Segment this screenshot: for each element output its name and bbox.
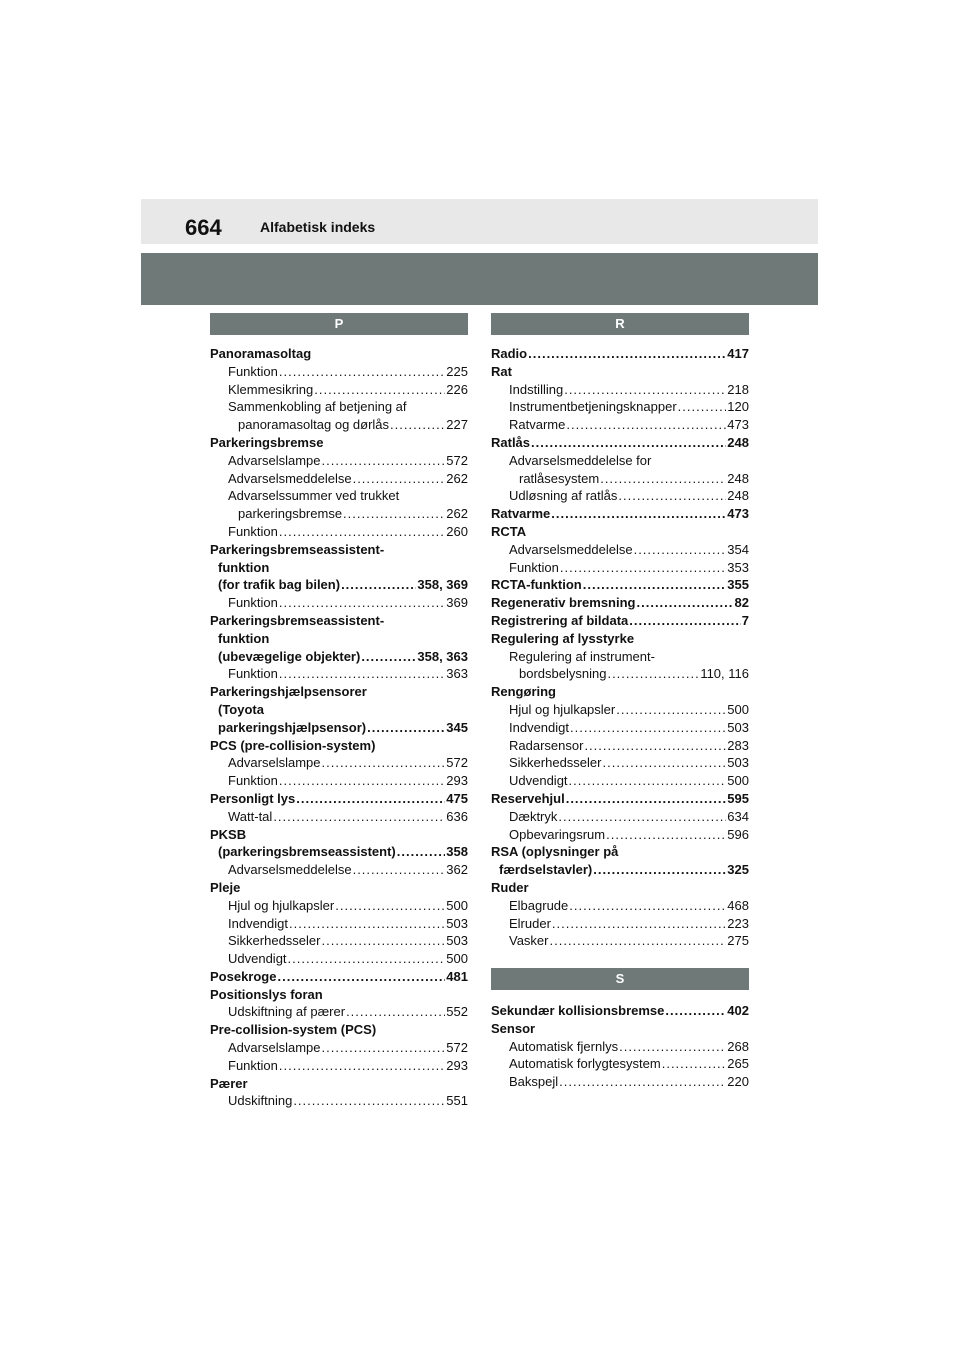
index-entry-term: Sensor (491, 1020, 536, 1036)
leader-dots (289, 915, 445, 933)
leader-dots (629, 612, 741, 630)
index-entry-page: 225 (446, 363, 468, 379)
index-entry-page: 293 (446, 773, 468, 789)
leader-dots (288, 950, 446, 968)
leader-dots (528, 345, 726, 363)
leader-dots (551, 505, 726, 523)
index-entry-term: Automatisk fjernlys (509, 1038, 619, 1054)
index-entry-page: 481 (446, 968, 468, 984)
index-entry-term: Hjul og hjulkapsler (228, 897, 335, 913)
index-entry-term: Advarselsmeddelelse for (509, 452, 652, 468)
index-entry (491, 398, 749, 416)
index-entry (491, 1038, 749, 1056)
index-entry (210, 772, 468, 790)
leader-dots (279, 363, 445, 381)
index-entry-page: 402 (727, 1003, 749, 1019)
index-entry (491, 701, 749, 719)
index-entry-term: Regenerativ bremsning (491, 595, 636, 611)
index-entry-term: Sekundær kollisionsbremse (491, 1003, 665, 1019)
index-entry-page: 293 (446, 1057, 468, 1073)
leader-dots (603, 754, 727, 772)
index-entry (491, 879, 749, 897)
index-entry-term: panoramasoltag og dørlås (238, 417, 390, 433)
index-entry-term: Elruder (509, 915, 551, 931)
index-entry-term: Radio (491, 346, 528, 361)
index-entry (210, 932, 468, 950)
leader-dots (277, 968, 445, 986)
leader-dots (353, 470, 446, 488)
index-entry-term: Ratvarme (491, 506, 551, 522)
index-entry (210, 345, 468, 363)
index-entry-page: 223 (727, 915, 749, 931)
index-entry-term: Parkeringsbremseassistent- (210, 541, 385, 557)
index-entry (210, 719, 468, 737)
index-entry-page: 110, 116 (700, 666, 749, 682)
page-header (141, 199, 818, 244)
leader-dots (296, 790, 445, 808)
index-entry-term: Advarselslampe (228, 452, 321, 468)
index-entry-term: Positionslys foran (210, 986, 323, 1002)
leader-dots (559, 1073, 726, 1091)
index-entry-term: PKSB (210, 826, 247, 842)
index-entry (491, 1055, 749, 1073)
index-entry-term: Advarselsmeddelelse (509, 541, 633, 557)
index-entry-page: 500 (727, 773, 749, 789)
index-entry-term: Advarselsmeddelelse (228, 862, 352, 878)
index-entry-page: 500 (727, 701, 749, 717)
index-entry-term: Udløsning af ratlås (509, 488, 618, 504)
index-entry (491, 932, 749, 950)
leader-dots (322, 932, 446, 950)
index-entry-term: Panoramasoltag (210, 346, 312, 361)
index-entry (491, 630, 749, 648)
index-entry-term: funktion (218, 559, 270, 575)
leader-dots (273, 808, 445, 826)
index-entry-page: 572 (446, 1040, 468, 1056)
index-entry-term: PCS (pre-collision-system) (210, 737, 376, 753)
index-entry (210, 594, 468, 612)
leader-dots (583, 576, 727, 594)
leader-dots (619, 1038, 726, 1056)
index-entry (210, 826, 468, 844)
index-entry-page: 355 (727, 577, 749, 593)
index-entry-page: 503 (446, 933, 468, 949)
index-entry-page: 248 (727, 470, 749, 486)
index-entry-term: Parkeringshjælpsensorer (210, 684, 367, 700)
index-entry-term: Pre-collision-system (PCS) (210, 1022, 377, 1038)
leader-dots (600, 470, 726, 488)
index-entry-term: Indvendigt (509, 719, 569, 735)
index-entry (210, 612, 468, 630)
index-entry-term: Bakspejl (509, 1074, 559, 1090)
index-entry (210, 559, 468, 577)
index-entry-term: Advarselslampe (228, 755, 321, 771)
index-entry-term: Indvendigt (228, 915, 288, 931)
page-number: 664 (185, 215, 222, 240)
index-entry-term: RCTA (491, 523, 527, 539)
index-entry (491, 648, 749, 666)
index-entry-page: 345 (446, 719, 468, 735)
index-entry (491, 1020, 749, 1038)
leader-dots (322, 754, 446, 772)
index-entry-term: Funktion (509, 559, 559, 575)
index-entry-term: Ratlås (491, 434, 531, 450)
index-entry (491, 719, 749, 737)
index-entry (210, 897, 468, 915)
index-entry-term: Opbevaringsrum (509, 826, 606, 842)
index-entry-page: 595 (727, 790, 749, 806)
index-entry (210, 1092, 468, 1110)
leader-dots (353, 861, 446, 879)
index-entry-term: Funktion (228, 595, 278, 611)
index-entry (210, 915, 468, 933)
leader-dots (550, 932, 727, 950)
index-entry (210, 630, 468, 648)
index-entry-term: Udvendigt (509, 773, 568, 789)
index-entry-page: 275 (727, 933, 749, 949)
index-entry (491, 576, 749, 594)
index-entry (491, 772, 749, 790)
index-entry (491, 790, 749, 808)
index-entry (210, 452, 468, 470)
index-entry (491, 594, 749, 612)
index-entry-term: Posekroge (210, 968, 277, 984)
index-entry (210, 648, 468, 666)
letter-heading-s: S (491, 968, 749, 990)
index-entry-page: 262 (446, 470, 468, 486)
index-entry-term: Funktion (228, 523, 278, 539)
leader-dots (341, 576, 416, 594)
index-entry-term: Regulering af lysstyrke (491, 630, 635, 646)
leader-dots (616, 701, 726, 719)
index-entry (210, 737, 468, 755)
index-entry-page: 325 (727, 862, 749, 878)
index-entry-term: Udskiftning af pærer (228, 1004, 346, 1020)
index-entry (491, 345, 749, 363)
index-entry (210, 879, 468, 897)
index-entry-term: Reservehjul (491, 790, 565, 806)
index-entry-term: ratlåsesystem (519, 470, 600, 486)
index-entry (210, 363, 468, 381)
index-entry-term: Parkeringsbremse (210, 434, 324, 450)
index-entry (210, 487, 468, 505)
leader-dots (584, 737, 726, 755)
leader-dots (552, 915, 726, 933)
index-entry (210, 1057, 468, 1075)
index-entry (491, 1002, 749, 1020)
index-entry-page: 503 (727, 755, 749, 771)
index-entry-page: 417 (727, 346, 749, 361)
index-entry-term: Parkeringsbremseassistent- (210, 612, 385, 628)
index-entry-term: Sammenkobling af betjening af (228, 399, 407, 415)
index-entry-page: 362 (446, 862, 468, 878)
index-entry-term: Funktion (228, 773, 278, 789)
index-entry-page: 503 (446, 915, 468, 931)
index-entry (210, 790, 468, 808)
index-entry-term: funktion (218, 630, 270, 646)
index-entry-page: 260 (446, 523, 468, 539)
index-entry-page: 475 (446, 790, 468, 806)
leader-dots (343, 505, 445, 523)
index-entry (491, 808, 749, 826)
index-entry (210, 1021, 468, 1039)
index-entry (491, 541, 749, 559)
index-entry (491, 505, 749, 523)
index-entry-term: (for trafik bag bilen) (218, 577, 341, 593)
index-entry-page: 248 (727, 488, 749, 504)
index-entries-p (210, 345, 468, 1110)
index-entry-page: 353 (727, 559, 749, 575)
index-entry (491, 559, 749, 577)
leader-dots (361, 648, 416, 666)
index-entry-term: Pærer (210, 1075, 248, 1091)
index-entry-page: 473 (727, 506, 749, 522)
leader-dots (606, 826, 726, 844)
index-entry (210, 665, 468, 683)
index-entry-term: Sikkerhedsseler (509, 755, 602, 771)
leader-dots (335, 897, 445, 915)
index-entry-page: 248 (727, 434, 749, 450)
index-entry (210, 1039, 468, 1057)
index-entry-term: Advarselsmeddelelse (228, 470, 352, 486)
index-entry (210, 381, 468, 399)
index-entry-page: 468 (727, 897, 749, 913)
index-entry-term: Hjul og hjulkapsler (509, 701, 616, 717)
index-entry (491, 381, 749, 399)
index-entry-page: 369 (446, 595, 468, 611)
index-entry-term: Pleje (210, 879, 241, 895)
index-entry-page: 636 (446, 808, 468, 824)
leader-dots (322, 452, 446, 470)
index-entry-term: Personligt lys (210, 790, 296, 806)
index-entry (210, 416, 468, 434)
index-entry-term: Dæktryk (509, 808, 558, 824)
letter-heading-r: R (491, 313, 749, 335)
index-entry-term: Funktion (228, 666, 278, 682)
index-entry-term: Instrumentbetjeningsknapper (509, 399, 677, 415)
index-entry-term: Elbagrude (509, 897, 569, 913)
index-entry (210, 434, 468, 452)
index-entry (491, 1073, 749, 1091)
index-entry-page: 283 (727, 737, 749, 753)
index-entry-term: Rat (491, 363, 512, 379)
index-entry-term: Automatisk forlygtesystem (509, 1056, 661, 1072)
leader-dots (570, 719, 726, 737)
leader-dots (634, 541, 727, 559)
letter-heading-p: P (210, 313, 468, 335)
index-entry-term: Klemmesikring (228, 381, 314, 397)
leader-dots (564, 381, 726, 399)
index-entry-term: Registrering af bildata (491, 612, 629, 628)
leader-dots (665, 1002, 726, 1020)
index-entry-term: bordsbelysning (519, 666, 607, 682)
leader-dots (607, 665, 699, 683)
index-entry (210, 683, 468, 701)
index-entry-term: RCTA-funktion (491, 577, 582, 593)
index-entry-page: 358, 369 (417, 577, 468, 593)
index-entry-term: (parkeringsbremseassistent) (218, 844, 396, 860)
index-entry-page: 226 (446, 381, 468, 397)
index-entry (210, 808, 468, 826)
index-entry-term: færdselstavler) (499, 862, 593, 878)
index-entry-term: Watt-tal (228, 808, 273, 824)
index-entry (491, 470, 749, 488)
index-entry-page: 218 (727, 381, 749, 397)
index-entry-term: (Toyota (218, 701, 264, 717)
leader-dots (322, 1039, 446, 1057)
leader-dots (662, 1055, 727, 1073)
index-entry-term: Funktion (228, 363, 278, 379)
index-entry (210, 986, 468, 1004)
leader-dots (593, 861, 726, 879)
index-entry (491, 683, 749, 701)
index-entry-term: Sikkerhedsseler (228, 933, 321, 949)
index-entry-page: 227 (446, 417, 468, 433)
leader-dots (678, 398, 727, 416)
leader-dots (558, 808, 726, 826)
index-entry-term: Advarselssummer ved trukket (228, 488, 400, 504)
index-entry (491, 434, 749, 452)
index-entry-page: 268 (727, 1038, 749, 1054)
header-band (141, 253, 818, 305)
index-entry-page: 220 (727, 1074, 749, 1090)
index-entry (491, 897, 749, 915)
index-entry-term: Regulering af instrument- (509, 648, 655, 664)
page-title: Alfabetisk indeks (260, 219, 376, 235)
index-entry-page: 82 (734, 595, 749, 611)
index-entry-term: RSA (oplysninger på (491, 844, 619, 860)
index-entry-page: 358 (446, 844, 468, 860)
leader-dots (390, 416, 445, 434)
index-entry-term: parkeringshjælpsensor) (218, 719, 367, 735)
index-entry-page: 7 (741, 612, 749, 628)
leader-dots (618, 487, 726, 505)
index-entry-page: 551 (446, 1093, 468, 1109)
index-entry (210, 505, 468, 523)
leader-dots (566, 790, 727, 808)
leader-dots (279, 1057, 445, 1075)
index-entry (210, 398, 468, 416)
index-entry (491, 843, 749, 861)
index-entry-term: Ruder (491, 879, 529, 895)
index-entry (491, 452, 749, 470)
index-entry (210, 861, 468, 879)
index-entry (210, 843, 468, 861)
index-entry (491, 915, 749, 933)
index-entry (210, 1003, 468, 1021)
section-spacer (491, 950, 749, 968)
index-entry-term: (ubevægelige objekter) (218, 648, 361, 664)
index-entry (210, 470, 468, 488)
index-entry (491, 737, 749, 755)
leader-dots (531, 434, 726, 452)
index-entry-page: 500 (446, 897, 468, 913)
index-entry (491, 416, 749, 434)
index-entries-r (491, 345, 749, 950)
index-entry (210, 541, 468, 559)
leader-dots (279, 772, 445, 790)
index-entry (491, 861, 749, 879)
index-entry (210, 968, 468, 986)
index-entry (491, 826, 749, 844)
index-entry-page: 265 (727, 1056, 749, 1072)
index-entry-page: 503 (727, 719, 749, 735)
index-entry-page: 358, 363 (417, 648, 468, 664)
index-entry-page: 120 (727, 399, 749, 415)
index-entry-term: Indstilling (509, 381, 564, 397)
leader-dots (346, 1003, 445, 1021)
index-entry (491, 665, 749, 683)
leader-dots (566, 416, 726, 434)
index-entry-page: 262 (446, 506, 468, 522)
leader-dots (279, 594, 445, 612)
leader-dots (637, 594, 734, 612)
index-entry (491, 487, 749, 505)
leader-dots (293, 1092, 445, 1110)
index-entry (491, 612, 749, 630)
index-entry (210, 950, 468, 968)
index-entry-page: 596 (727, 826, 749, 842)
index-entries-s (491, 1002, 749, 1091)
index-entry-page: 572 (446, 755, 468, 771)
index-entry (210, 576, 468, 594)
index-entry-page: 473 (727, 417, 749, 433)
index-entry (210, 523, 468, 541)
index-entry-term: Ratvarme (509, 417, 566, 433)
leader-dots (569, 772, 727, 790)
index-entry-page: 500 (446, 951, 468, 967)
index-entry-term: Rengøring (491, 684, 556, 700)
index-entry (210, 754, 468, 772)
index-entry (491, 363, 749, 381)
index-entry (491, 754, 749, 772)
leader-dots (397, 843, 446, 861)
index-entry-term: parkeringsbremse (238, 506, 343, 522)
index-entry-page: 552 (446, 1004, 468, 1020)
index-entry-page: 572 (446, 452, 468, 468)
index-entry (491, 523, 749, 541)
leader-dots (279, 665, 445, 683)
leader-dots (279, 523, 445, 541)
index-entry-term: Radarsensor (509, 737, 584, 753)
index-entry-page: 634 (727, 808, 749, 824)
index-column-left (210, 313, 468, 1110)
leader-dots (367, 719, 445, 737)
leader-dots (569, 897, 726, 915)
index-entry (210, 1075, 468, 1093)
index-entry (210, 701, 468, 719)
index-entry-page: 363 (446, 666, 468, 682)
index-column-right (491, 313, 749, 1091)
index-entry-term: Vasker (509, 933, 549, 949)
leader-dots (560, 559, 726, 577)
index-entry-term: Udvendigt (228, 951, 287, 967)
leader-dots (314, 381, 445, 399)
index-entry-term: Funktion (228, 1057, 278, 1073)
index-entry-term: Udskiftning (228, 1093, 293, 1109)
index-entry-page: 354 (727, 541, 749, 557)
index-entry-term: Advarselslampe (228, 1040, 321, 1056)
